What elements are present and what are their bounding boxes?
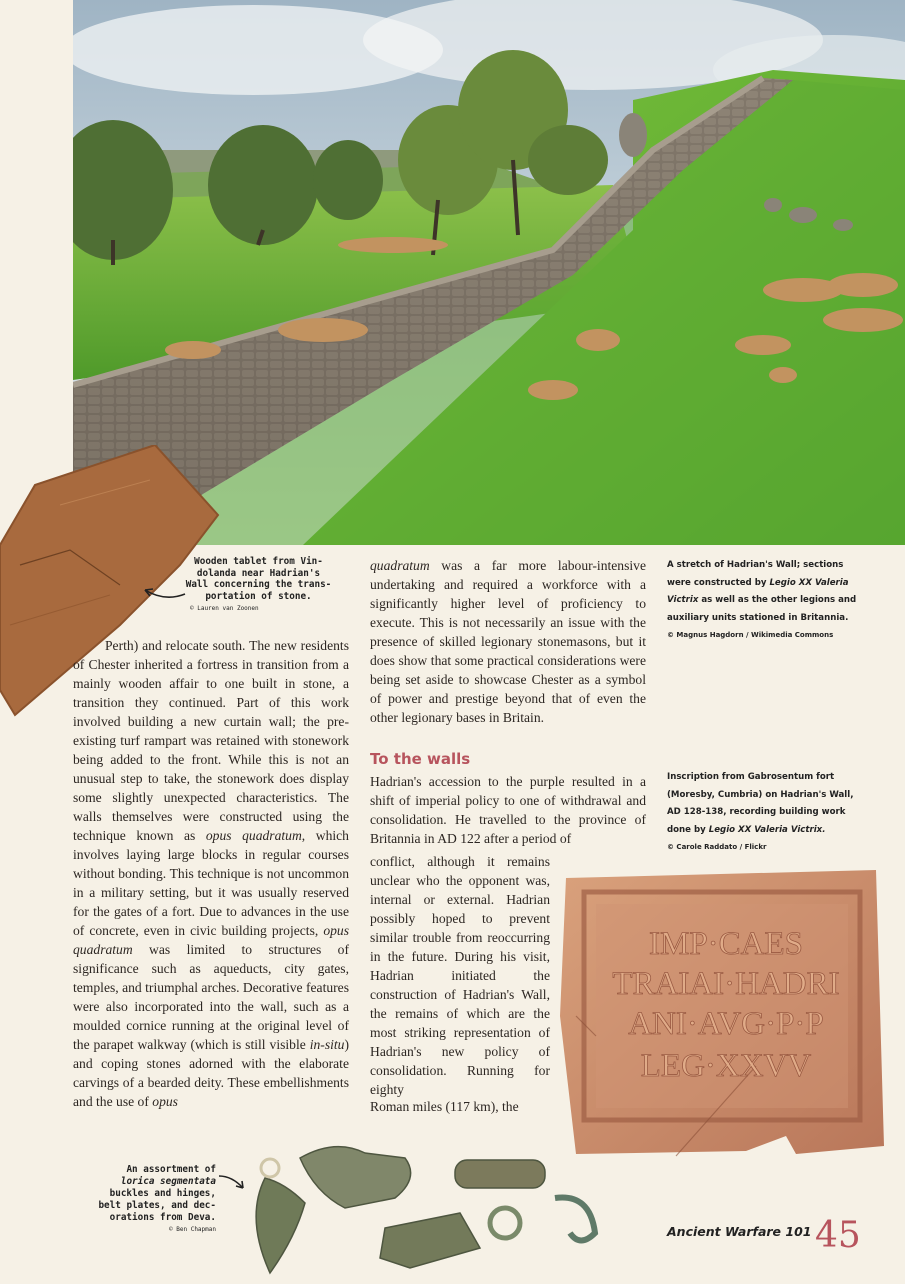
body-paragraph: Hadrian's accession to the purple resulted in a shift of imperial policy to one of withdrawal and consolidation. He travelled to the province of Britannia in AD 122 after a period of: [370, 774, 646, 846]
body-paragraph: [73, 636, 349, 1111]
artifacts-caption: [76, 1164, 216, 1236]
body-column-2: [370, 556, 646, 727]
body-column-1: [73, 636, 349, 1111]
italic-term: opus quadratum: [73, 923, 349, 957]
caption-text: A stretch of Hadrian's Wall; sections were constructed by: [667, 560, 844, 588]
lorica-term: lorica segmentata: [120, 1176, 216, 1187]
text-run: was limited to structures of significance such as aqueducts, city gates, temples, and triumphal arches. Decorative features were also incorporated into the wall, such as a moulded cornice running at the original level of the parapet walkway (which is still visible: [73, 942, 349, 1052]
tablet-caption-credit: © Lauren van Zoonen: [190, 605, 259, 612]
text-run: ) and coping stones adorned with the elaborate carvings of a bearded deity. These embellishments and the use of: [73, 1037, 349, 1109]
artifacts-caption-line: buckles and hinges,: [109, 1188, 216, 1199]
caption-text: Inscription from Gabrosentum fort (Moresby, Cumbria) on Hadrian's Wall, AD 128-138, recording building work done by: [667, 772, 854, 835]
magazine-title: Ancient Warfare 101: [667, 1224, 812, 1239]
inscription-stone-image: [556, 866, 886, 1158]
tablet-caption-line: portation of stone.: [205, 590, 312, 602]
italic-term: in-situ: [309, 1037, 345, 1052]
lorica-fittings-image: [235, 1138, 635, 1280]
arrow-icon: [217, 1172, 247, 1194]
tablet-caption-line: Wooden tablet from Vin-: [194, 556, 323, 567]
section-heading: To the walls: [370, 750, 471, 768]
body-column-2-wrap: [370, 852, 550, 1099]
caption-text: as well as the other legions and auxiliary units stationed in Britannia.: [667, 595, 857, 623]
wall-caption: [667, 557, 867, 643]
inscription-caption: [667, 769, 867, 855]
legion-name: Legio XX Valeria Victrix: [667, 577, 849, 606]
italic-term: opus: [152, 1094, 178, 1109]
legion-name: Legio XX Valeria Victrix.: [708, 824, 826, 835]
artifacts-caption-line: [76, 1176, 216, 1188]
tablet-caption-line: Wall concerning the trans-: [185, 579, 332, 590]
body-paragraph: conflict, although it remains unclear who the opponent was, internal or external. Hadrian possibly hoped to prevent similar trouble from reoccurring in the future. During his visit, Hadrian initiated the construction of Hadrian's Wall, the remains of which are the most striking representation of Hadrian's new policy of consolidation. Running for eighty: [370, 854, 550, 1097]
body-column-2-continued: [370, 772, 646, 848]
tablet-caption: [166, 556, 351, 615]
italic-term: quadratum: [370, 558, 430, 573]
inscription-line: IMP·CAES: [648, 926, 804, 962]
wall-caption-credit: © Magnus Hagdorn / Wikimedia Commons: [667, 631, 834, 640]
tablet-caption-line: dolanda near Hadrian's: [196, 567, 321, 579]
text-run: Perth) and relocate south. The new residents of Chester inherited a fortress in transition from a mainly wooden affair to one built in stone, a transition they continued. Part of this work involved building a new curtain wall; the pre-existing turf rampart was retained with stonework being added to the front. While this is not an unusual step to take, the stonework does display some slightly unexpected characteristics. The walls themselves were constructed using the technique known as: [73, 638, 349, 843]
text-run: was a far more labour-intensive undertaking and required a workforce with a significantly higher level of proficiency to execute. This is not necessarily an issue with the presence of skilled legionary stonemasons, but it does show that some practical considerations were being set aside to showcase Chester as a symbol of power and prestige beyond that of even the other legionary bases in Britain.: [370, 558, 646, 725]
artifacts-caption-credit: © Ben Chapman: [169, 1226, 216, 1233]
artifacts-caption-line: orations from Deva.: [109, 1212, 216, 1223]
artifacts-caption-line: belt plates, and dec-: [98, 1200, 216, 1211]
body-paragraph: [370, 556, 646, 727]
body-paragraph: Roman miles (117 km), the: [370, 1099, 519, 1114]
body-column-2-end: [370, 1097, 530, 1116]
text-run: , which involves laying large blocks in regular courses without bonding. This technique is not uncommon in a military setting, but it was usually reserved for the gates of a fort. Due to advances in the use of concrete, even in civic building projects,: [73, 828, 349, 938]
inscription-caption-credit: © Carole Raddato / Flickr: [667, 843, 767, 852]
inscription-line: TRAIAI·HADRI: [612, 966, 840, 1002]
page-number: 45: [815, 1215, 861, 1256]
inscription-line: ANI·AVG·P·P: [628, 1006, 824, 1042]
artifacts-caption-line: An assortment of: [126, 1164, 216, 1175]
inscription-line: LEG·XXVV: [640, 1048, 812, 1084]
italic-term: opus quadratum: [205, 828, 302, 843]
